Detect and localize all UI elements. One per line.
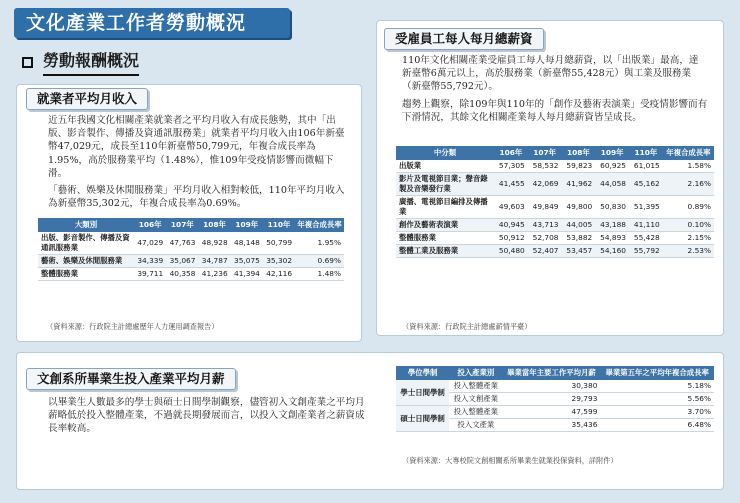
salary-table-row xyxy=(396,173,714,196)
salary-table-row xyxy=(396,160,714,173)
grad-degree-cell: 學士日間學制 xyxy=(396,380,449,406)
salary-table-header xyxy=(396,146,714,160)
salary-cell-cagr: 0.10% xyxy=(663,219,714,232)
page-title: 文化產業工作者勞動概況 xyxy=(14,8,290,38)
income-column-header: 109年 xyxy=(231,218,263,232)
grad-column-header: 投入產業別 xyxy=(449,366,502,380)
salary-cell-value: 41,110 xyxy=(629,219,663,232)
salary-cell-value: 53,882 xyxy=(562,232,596,245)
income-cell-value: 35,075 xyxy=(231,255,263,268)
salary-cell-value: 43,713 xyxy=(528,219,562,232)
salary-cell-value: 53,457 xyxy=(562,245,596,258)
salary-column-header: 107年 xyxy=(528,146,562,160)
income-paragraph-2: 「藝術、娛樂及休閒服務業」平均月收入相對較低，110年平均月收入為新臺幣35,302元，年複合成長率為0.69%。 xyxy=(48,185,345,210)
income-cell-value: 35,302 xyxy=(263,255,295,268)
grad-column-header: 畢業第五年之平均年複合成長率 xyxy=(600,366,714,380)
income-source: （資料來源：行政院主計總處歷年人力運用調查報告） xyxy=(46,322,219,331)
grad-growth-cell: 5.18% xyxy=(600,380,714,393)
salary-row-label: 整體工業及服務業 xyxy=(396,245,494,258)
salary-cell-cagr: 2.53% xyxy=(663,245,714,258)
grad-column-header: 學位學制 xyxy=(396,366,449,380)
income-cell-value: 41,394 xyxy=(231,268,263,281)
salary-cell-value: 50,912 xyxy=(494,232,528,245)
salary-cell-value: 61,015 xyxy=(629,160,663,173)
grad-tag: 文創系所畢業生投入產業平均月薪 xyxy=(26,368,236,390)
salary-cell-value: 40,945 xyxy=(494,219,528,232)
income-column-header: 大類別 xyxy=(38,218,134,232)
income-cell-value: 42,116 xyxy=(263,268,295,281)
salary-table-row xyxy=(396,245,714,258)
income-cell-cagr: 0.69% xyxy=(295,255,344,268)
grad-industry-cell: 投入文產業 xyxy=(449,419,502,432)
income-cell-value: 47,763 xyxy=(166,232,198,255)
grad-table-row xyxy=(396,380,714,393)
income-table-header xyxy=(38,218,344,232)
salary-cell-cagr: 1.58% xyxy=(663,160,714,173)
salary-row-label: 出版業 xyxy=(396,160,494,173)
salary-cell-value: 60,925 xyxy=(595,160,629,173)
salary-table xyxy=(396,146,714,258)
salary-cell-value: 54,893 xyxy=(595,232,629,245)
grad-growth-cell: 6.48% xyxy=(600,419,714,432)
salary-column-header: 年複合成長率 xyxy=(663,146,714,160)
income-table xyxy=(38,218,344,281)
income-row-label: 出版、影音製作、傳播及資通訊服務業 xyxy=(38,232,134,255)
salary-cell-value: 50,830 xyxy=(595,196,629,219)
grad-column-header: 畢業當年主要工作平均月薪 xyxy=(502,366,600,380)
grad-growth-cell: 3.70% xyxy=(600,406,714,419)
grad-table xyxy=(396,366,714,432)
salary-table-row xyxy=(396,232,714,245)
grad-text xyxy=(48,396,368,440)
income-cell-value: 34,339 xyxy=(134,255,166,268)
salary-cell-value: 54,160 xyxy=(595,245,629,258)
salary-cell-value: 42,069 xyxy=(528,173,562,196)
income-column-header: 107年 xyxy=(166,218,198,232)
grad-industry-cell: 投入整體產業 xyxy=(449,380,502,393)
income-table-row xyxy=(38,232,344,255)
salary-row-label: 整體服務業 xyxy=(396,232,494,245)
income-column-header: 108年 xyxy=(198,218,230,232)
salary-cell-value: 52,407 xyxy=(528,245,562,258)
income-cell-value: 34,787 xyxy=(198,255,230,268)
grad-salary-cell: 35,436 xyxy=(502,419,600,432)
income-cell-cagr: 1.95% xyxy=(295,232,344,255)
salary-paragraph-1: 110年文化相關產業受雇員工每人每月總薪資，以「出版業」最高，達新臺幣6萬元以上，高於服務業（新臺幣55,428元）與工業及服務業（新臺幣55,792元）。 xyxy=(402,55,699,93)
salary-table-row xyxy=(396,196,714,219)
salary-cell-cagr: 0.89% xyxy=(663,196,714,219)
salary-row-label: 創作及藝術表演業 xyxy=(396,219,494,232)
grad-table-header xyxy=(396,366,714,380)
income-cell-cagr: 1.48% xyxy=(295,268,344,281)
salary-column-header: 106年 xyxy=(494,146,528,160)
salary-cell-value: 49,849 xyxy=(528,196,562,219)
salary-column-header: 110年 xyxy=(629,146,663,160)
income-cell-value: 48,148 xyxy=(231,232,263,255)
income-cell-value: 39,711 xyxy=(134,268,166,281)
grad-salary-cell: 29,793 xyxy=(502,393,600,406)
section-heading xyxy=(22,50,139,74)
income-cell-value: 41,236 xyxy=(198,268,230,281)
grad-degree-cell: 碩士日間學制 xyxy=(396,406,449,432)
income-column-header: 年複合成長率 xyxy=(295,218,344,232)
income-row-label: 藝術、娛樂及休閒服務業 xyxy=(38,255,134,268)
salary-paragraph-2: 趨勢上觀察，除109年與110年的「創作及藝術表演業」受疫情影響而有下滑情況，其餘文化相關產業每人每月總薪資皆呈成長。 xyxy=(402,98,708,123)
income-row-label: 整體服務業 xyxy=(38,268,134,281)
salary-cell-value: 43,188 xyxy=(595,219,629,232)
income-paragraph-1: 近五年我國文化相關產業就業者之平均月收入有成長態勢，其中「出版、影音製作、傳播及資通訊服務業」就業者平均月收入由106年新臺幣47,029元，成長至110年新臺幣50,799元，年複合成長率為1.95%，高於服務業平均（1.48%），惟109年受疫情影響而微幅下滑。 xyxy=(48,115,345,179)
salary-cell-value: 55,428 xyxy=(629,232,663,245)
salary-cell-value: 45,162 xyxy=(629,173,663,196)
salary-cell-value: 59,823 xyxy=(562,160,596,173)
salary-cell-value: 44,005 xyxy=(562,219,596,232)
grad-industry-cell: 投入文創產業 xyxy=(449,393,502,406)
section-title: 勞動報酬概況 xyxy=(43,49,139,76)
salary-cell-cagr: 2.15% xyxy=(663,232,714,245)
salary-tag: 受雇員工每人每月總薪資 xyxy=(384,28,544,50)
salary-text xyxy=(402,54,708,128)
salary-cell-value: 55,792 xyxy=(629,245,663,258)
income-text xyxy=(48,114,350,214)
income-cell-value: 47,029 xyxy=(134,232,166,255)
salary-table-row xyxy=(396,219,714,232)
income-column-header: 106年 xyxy=(134,218,166,232)
checkbox-square-icon xyxy=(22,57,33,68)
salary-source: （資料來源：行政院主計總處薪情平臺） xyxy=(402,322,532,331)
income-cell-value: 40,358 xyxy=(166,268,198,281)
salary-cell-value: 57,305 xyxy=(494,160,528,173)
salary-column-header: 108年 xyxy=(562,146,596,160)
salary-cell-value: 58,532 xyxy=(528,160,562,173)
income-table-row xyxy=(38,268,344,281)
income-table-row xyxy=(38,255,344,268)
salary-cell-value: 49,603 xyxy=(494,196,528,219)
income-tag: 就業者平均月收入 xyxy=(26,88,148,110)
salary-column-header: 109年 xyxy=(595,146,629,160)
salary-cell-value: 41,962 xyxy=(562,173,596,196)
income-cell-value: 35,067 xyxy=(166,255,198,268)
salary-cell-value: 50,480 xyxy=(494,245,528,258)
salary-cell-value: 49,800 xyxy=(562,196,596,219)
salary-cell-value: 44,058 xyxy=(595,173,629,196)
grad-paragraph-1: 以畢業生人數最多的學士與碩士日間學制觀察，儘管初入文創產業之平均月薪略低於投入整體產業，不過就長期發展而言，以投入文創產業者之薪資成長率較高。 xyxy=(48,397,365,435)
salary-cell-value: 52,708 xyxy=(528,232,562,245)
grad-salary-cell: 47,599 xyxy=(502,406,600,419)
grad-salary-cell: 30,380 xyxy=(502,380,600,393)
grad-source: （資料來源：大專校院文創相關系所畢業生就業投保資料，詳附件） xyxy=(402,456,618,465)
salary-cell-value: 41,455 xyxy=(494,173,528,196)
income-column-header: 110年 xyxy=(263,218,295,232)
salary-row-label: 影片及電視節目業；聲音錄製及音樂發行業 xyxy=(396,173,494,196)
income-cell-value: 48,928 xyxy=(198,232,230,255)
grad-industry-cell: 投入整體產業 xyxy=(449,406,502,419)
salary-column-header: 中分類 xyxy=(396,146,494,160)
income-cell-value: 50,799 xyxy=(263,232,295,255)
salary-cell-cagr: 2.16% xyxy=(663,173,714,196)
grad-growth-cell: 5.56% xyxy=(600,393,714,406)
salary-cell-value: 51,395 xyxy=(629,196,663,219)
salary-row-label: 廣播、電視節目編排及傳播業 xyxy=(396,196,494,219)
grad-table-row xyxy=(396,406,714,419)
